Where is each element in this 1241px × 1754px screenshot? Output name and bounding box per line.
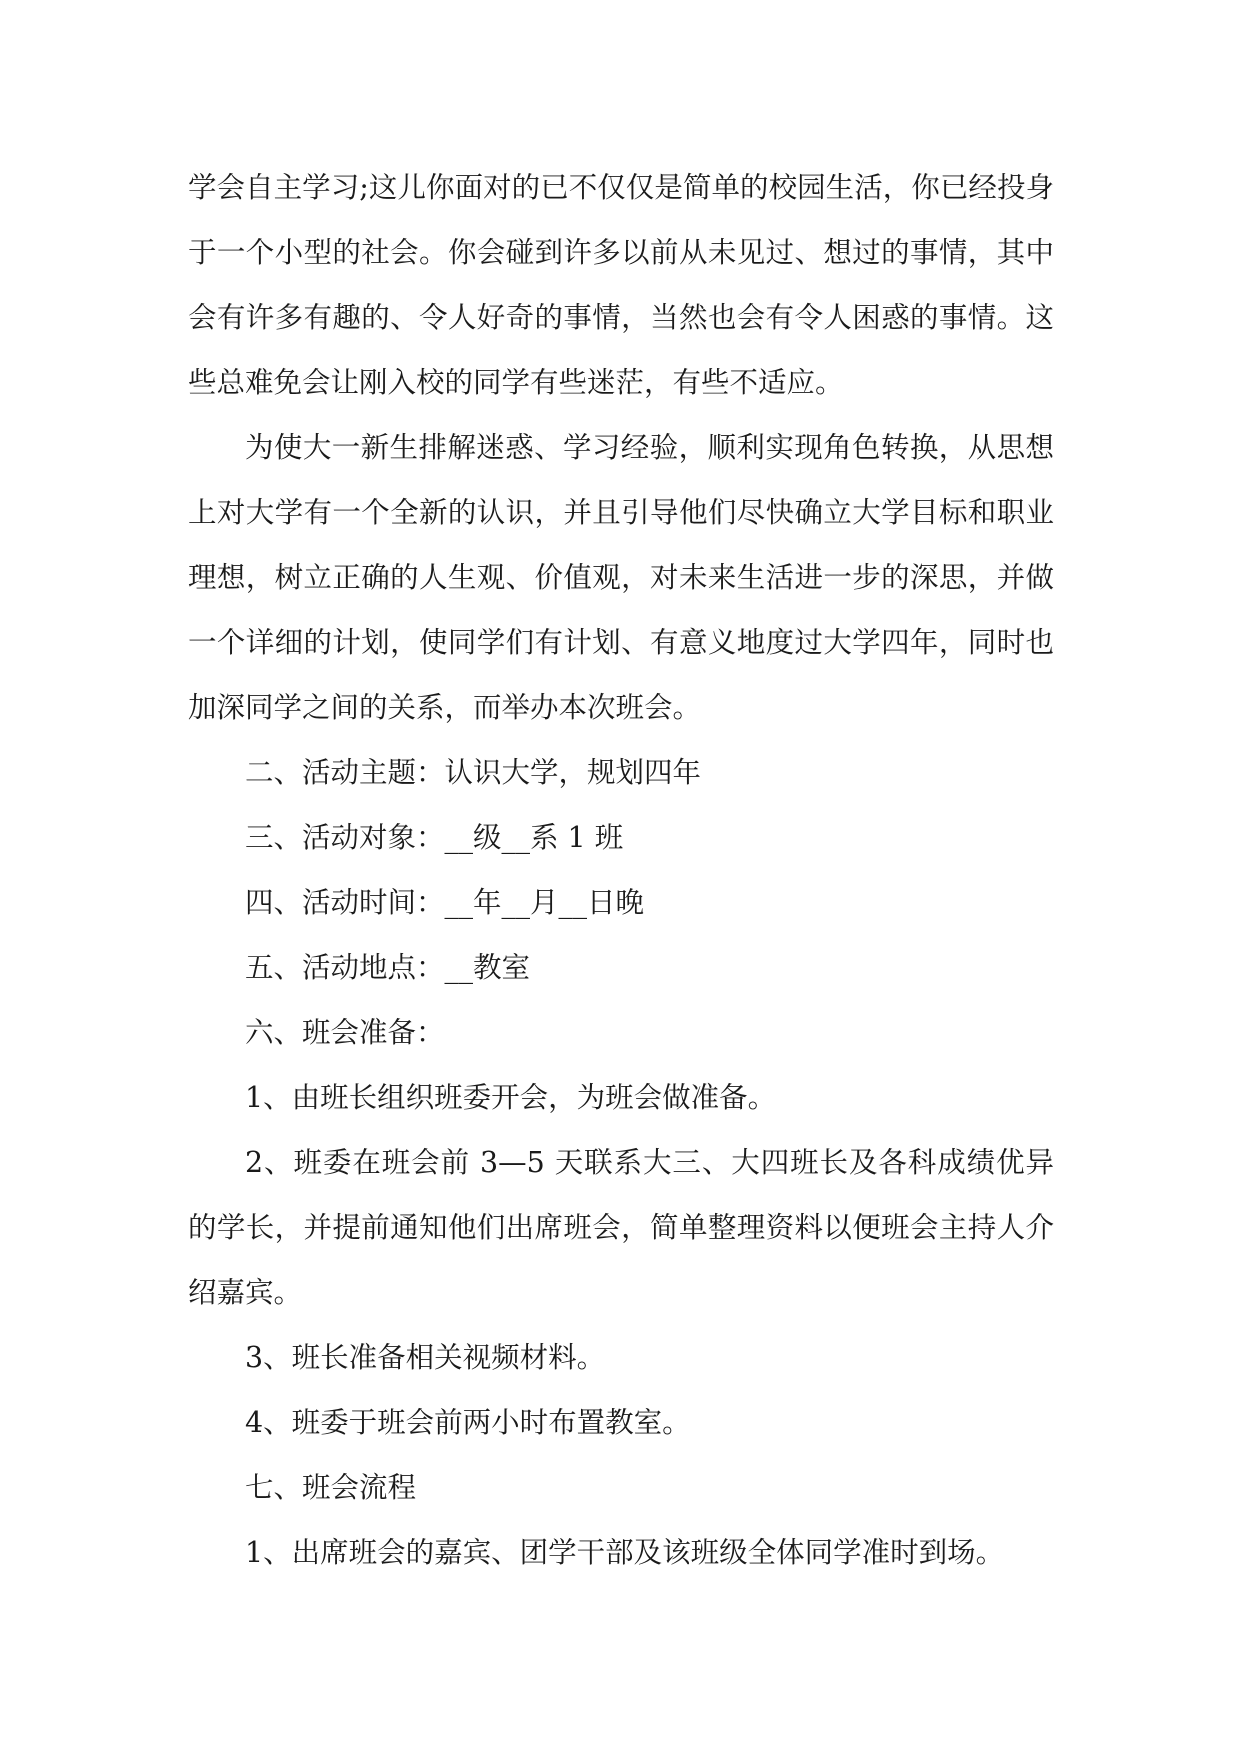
preparation-item: 1、由班长组织班委开会，为班会做准备。	[245, 1081, 777, 1114]
preparation-item: 4、班委于班会前两小时布置教室。	[245, 1406, 691, 1439]
section-activity-time: 四、活动时间：__年__月__日晚	[245, 886, 645, 919]
section-preparation-heading: 六、班会准备：	[245, 1016, 445, 1049]
section-activity-target: 三、活动对象：__级__系 1 班	[245, 821, 624, 854]
paragraph-intro-continued: 学会自主学习;这儿你面对的已不仅仅是简单的校园生活，你已经投身于一个小型的社会。你会碰到许多以前从未见过、想过的事情，其中会有许多有趣的、令人好奇的事情，当然也会有令人困惑的事情。这些总难免会让刚入校的同学有些迷茫，有些不适应。	[188, 171, 1054, 399]
preparation-item: 2、班委在班会前 3—5 天联系大三、大四班长及各科成绩优异的学长，并提前通知他们出席班会，简单整理资料以便班会主持人介绍嘉宾。	[188, 1146, 1054, 1309]
document-body	[188, 155, 1054, 1585]
paragraph-purpose: 为使大一新生排解迷惑、学习经验，顺利实现角色转换，从思想上对大学有一个全新的认识，并且引导他们尽快确立大学目标和职业理想，树立正确的人生观、价值观，对未来生活进一步的深思，并做一个详细的计划，使同学们有计划、有意义地度过大学四年，同时也加深同学之间的关系，而举办本次班会。	[188, 431, 1054, 724]
process-item: 1、出席班会的嘉宾、团学干部及该班级全体同学准时到场。	[245, 1536, 1005, 1569]
section-activity-theme: 二、活动主题：认识大学，规划四年	[245, 756, 702, 789]
section-process-heading: 七、班会流程	[245, 1471, 417, 1504]
section-activity-location: 五、活动地点：__教室	[245, 951, 531, 984]
preparation-item: 3、班长准备相关视频材料。	[245, 1341, 606, 1374]
